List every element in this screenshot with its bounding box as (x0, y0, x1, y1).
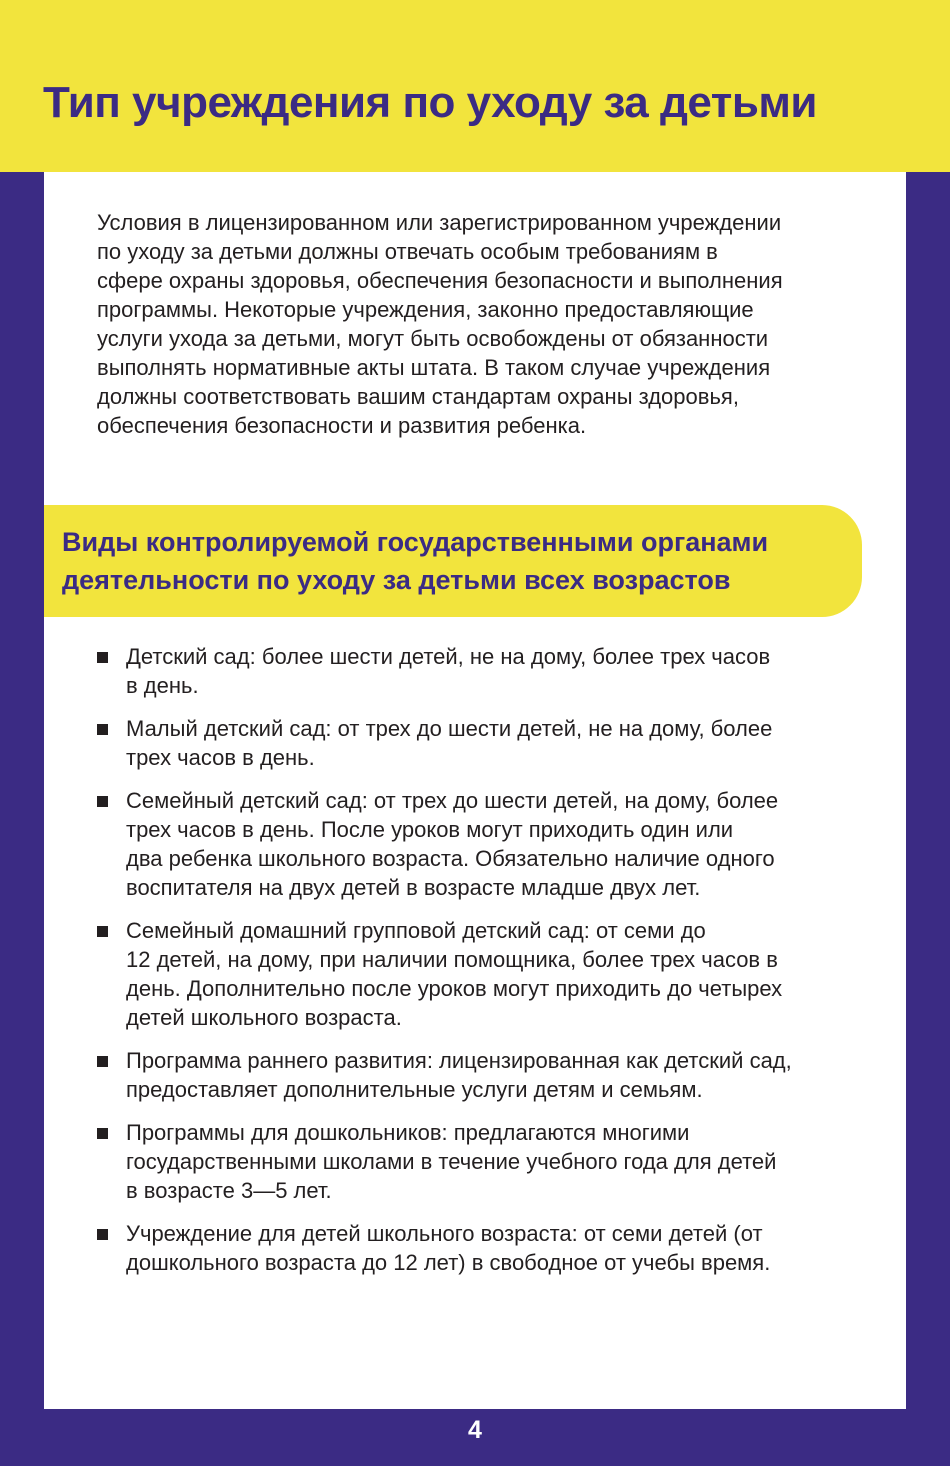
intro-line: обеспечения безопасности и развития ребенка. (97, 413, 587, 438)
section-heading-line: деятельности по уходу за детьми всех возрастов (62, 565, 731, 595)
page-title: Тип учреждения по уходу за детьми (43, 78, 817, 127)
intro-line: по уходу за детьми должны отвечать особым требованиям в (97, 239, 718, 264)
intro-line: должны соответствовать вашим стандартам охраны здоровья, (97, 384, 739, 409)
square-bullet-icon (97, 724, 108, 735)
section-heading (62, 523, 768, 599)
header-banner (0, 0, 950, 172)
list-item: Программы для дошкольников: предлагаются многими государственными школами в течение учебного года для детей в возрасте 3—5 лет. (97, 1118, 867, 1205)
list-item: Детский сад: более шести детей, не на дому, более трех часов в день. (97, 642, 867, 700)
section-heading-line: Виды контролируемой государственными органами (62, 527, 769, 557)
square-bullet-icon (97, 652, 108, 663)
intro-paragraph (97, 208, 877, 440)
intro-line: услуги ухода за детьми, могут быть освобождены от обязанности (97, 326, 769, 351)
section-callout (44, 505, 862, 617)
square-bullet-icon (97, 926, 108, 937)
intro-line: сфере охраны здоровья, обеспечения безопасности и выполнения (97, 268, 783, 293)
square-bullet-icon (97, 1128, 108, 1139)
list-item: Программа раннего развития: лицензированная как детский сад, предоставляет дополнительные услуги детям и семьям. (97, 1046, 867, 1104)
list-item: Малый детский сад: от трех до шести детей, не на дому, более трех часов в день. (97, 714, 867, 772)
intro-line: Условия в лицензированном или зарегистрированном учреждении (97, 210, 782, 235)
page-number: 4 (468, 1416, 482, 1444)
intro-line: выполнять нормативные акты штата. В таком случае учреждения (97, 355, 771, 380)
content-panel (44, 172, 906, 1409)
square-bullet-icon (97, 796, 108, 807)
square-bullet-icon (97, 1229, 108, 1240)
list-item: Семейный детский сад: от трех до шести детей, на дому, более трех часов в день. После уроков могут приходить один или два ребенка школьного возраста. Обязательно наличие одного воспитателя на двух детей в возрасте младше двух лет. (97, 786, 867, 902)
square-bullet-icon (97, 1056, 108, 1067)
intro-line: программы. Некоторые учреждения, законно предоставляющие (97, 297, 754, 322)
list-item: Учреждение для детей школьного возраста: от семи детей (от дошкольного возраста до 12 лет) в свободное от учебы время. (97, 1219, 867, 1277)
facility-types-list (97, 642, 867, 1291)
list-item: Семейный домашний групповой детский сад: от семи до 12 детей, на дому, при наличии помощника, более трех часов в день. Дополнительно после уроков могут приходить до четырех детей школьного возраста. (97, 916, 867, 1032)
